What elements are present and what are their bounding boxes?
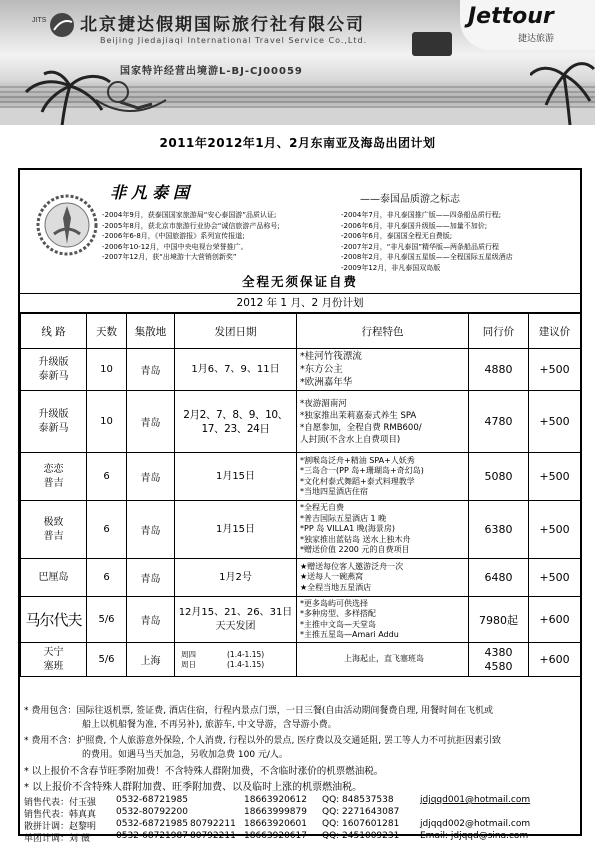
award-item: -2006年6月，非凡泰国升级版——加量不加价;: [341, 221, 488, 230]
contact-mobile: 18663920601: [244, 819, 307, 829]
col-header-suggest: 建议价: [529, 314, 581, 349]
feature-item: *主推中文岛—天堂岛: [300, 619, 376, 629]
date-range: (1.4-1.15): [227, 659, 265, 669]
feature-item: *更多岛屿可供选择: [300, 598, 368, 608]
days-cell: 5/6: [87, 597, 127, 643]
feature-item: *独家推出茉莉嘉泰式养生 SPA: [300, 410, 417, 421]
feature-item: *多种房型、多样搭配: [300, 609, 376, 618]
contact-email[interactable]: Email: jdjqqd@sina.com: [420, 831, 529, 841]
award-item: -2007年2月，“非凡泰国”精华版—两条船品质行程: [341, 242, 500, 251]
feature-item: *PP 岛 VILLA1 晚(海景房): [300, 524, 396, 534]
route-cell: [21, 391, 87, 453]
table-row: [21, 597, 581, 643]
route-cell: [21, 453, 87, 501]
includes-note-cont: 船上以机船餐为准, 不再另补), 旅游车, 中文导游，含导游小费。: [82, 720, 337, 730]
city-cell: 青岛: [127, 391, 175, 453]
award-item: -2008年2月，非凡泰国五星版——全程国际五星级酒店: [341, 253, 513, 261]
days-cell: 10: [87, 349, 127, 391]
table-row: [21, 643, 581, 677]
contact-qq: QQ: 2451009231: [322, 831, 400, 841]
feature-item: *赠送价值 2200 元的自费项目: [300, 545, 410, 555]
table-row: [21, 501, 581, 559]
contact-phone: 0532-80792200: [116, 807, 188, 817]
award-item: -2004年9月，获泰国国家旅游局“安心泰国游”品质认证;: [102, 211, 277, 219]
plan-subtitle: 2012 年 1 月、2 月份计划: [20, 293, 580, 313]
city-cell: 青岛: [127, 559, 175, 597]
date-line: [181, 660, 296, 670]
price-line: 4380: [484, 645, 513, 659]
suggest-price-cell: +600: [529, 643, 581, 677]
award-item: -2005年8月，获北京市旅游行业协会“诚信旅游产品称号;: [102, 221, 280, 230]
company-name-en: Beijing Jiedajiaqi International Travel Service Co.,Ltd.: [100, 36, 368, 45]
contact-email[interactable]: jdjqqd002@hotmail.com: [420, 819, 531, 829]
route-line: 巴厘岛: [38, 571, 69, 583]
days-cell: 10: [87, 391, 127, 453]
suggest-price-cell: +500: [529, 559, 581, 597]
dates-cell: 1月6、7、9、11日: [175, 349, 297, 391]
col-header-city: 集散地: [127, 314, 175, 349]
route-cell: [21, 349, 87, 391]
routes-table: [20, 313, 581, 677]
contact-qq: QQ: 848537538: [322, 795, 394, 805]
route-line: 极致: [43, 516, 64, 528]
route-cell: [21, 643, 87, 677]
contact-phone: 0532-68721985: [116, 819, 188, 829]
guarantee-heading: 全程无须保证自费: [241, 274, 358, 289]
awards-list-left: [102, 210, 280, 263]
feature-item: *夜游湄南河: [300, 398, 347, 409]
contact-phone: 0532-68721985: [116, 795, 188, 805]
awards-list-right: [341, 210, 513, 273]
table-row: [21, 453, 581, 501]
dates-cell: 1月15日: [175, 501, 297, 559]
route-line: 天宁: [43, 646, 64, 658]
price-line: 4580: [484, 659, 513, 673]
excludes-note: [24, 733, 501, 746]
contact-mobile: 18663920617: [244, 831, 307, 841]
route-cell: [21, 559, 87, 597]
table-row: [21, 349, 581, 391]
feature-item: ★送每人一碗燕窝: [300, 572, 364, 582]
feature-item: *文化村泰式舞蹈+泰式料理教学: [300, 476, 415, 486]
note-text: 护照费, 个人旅游意外保险, 个人消费, 行程以外的景点, 医疗费以及交通延阻, 罢工等人力不可抗拒因素引致: [76, 736, 501, 746]
suggest-price-cell: +500: [529, 501, 581, 559]
route-line: 升级版: [38, 356, 69, 368]
route-cell: [21, 597, 87, 643]
city-cell: 青岛: [127, 501, 175, 559]
award-item: -2006年6月，泰国国全程无自费版;: [341, 232, 453, 240]
days-cell: 6: [87, 453, 127, 501]
feature-item: ★全程当地五星酒店: [300, 582, 372, 592]
route-line: 普吉: [43, 477, 64, 489]
weekday: 周日: [181, 659, 196, 669]
feature-item: ★赠送每位客人邀游泛舟一次: [300, 561, 404, 571]
feature-item: *三岛合一(PP 岛+珊瑚岛+奇幻岛): [300, 466, 424, 475]
weekday: 周四: [181, 649, 196, 659]
excludes-note-cont: 的费用。如遇马当天加急，另收加急费 100 元/人。: [82, 750, 288, 760]
route-line: 泰新马: [38, 422, 69, 434]
suggest-price-cell: +500: [529, 349, 581, 391]
price-cell: 4880: [469, 349, 529, 391]
license-number: 国家特许经营出境游L-BJ-CJ00059: [120, 66, 303, 77]
jettour-logo: Jettour: [468, 4, 554, 29]
jits-logo-icon: [32, 10, 76, 40]
features-cell: [297, 643, 469, 677]
note-1: * 以上报价不含春节旺季附加费！不含特殊人群附加费，不含临时涨价的机票燃油税。: [24, 766, 384, 777]
award-item: -2007年12月，获“出境游十大营销创新奖”: [102, 253, 237, 261]
feature-item: *普吉国际五星酒店 1 晚: [300, 513, 387, 523]
route-cell: [21, 501, 87, 559]
contact-phone-alt: 80792211: [190, 819, 236, 829]
dates-cell: 1月2号: [175, 559, 297, 597]
table-row: [21, 559, 581, 597]
feature-item: *当地四星酒店住宿: [300, 487, 368, 496]
feature-item: *桂河竹筏漂流: [300, 351, 362, 362]
suggest-price-cell: +500: [529, 453, 581, 501]
thai-emblem-icon: [36, 194, 98, 256]
company-name: 北京捷达假期国际旅行社有限公司: [80, 15, 365, 35]
contact-role: 销售代表：付玉强: [24, 798, 97, 808]
award-item: -2006年6-8月，《中国旅游报》系列宣传报道;: [102, 232, 245, 240]
date-line: 天天发团: [215, 620, 256, 632]
jettour-logo-sub: 捷达旅游: [518, 34, 555, 44]
feifan-title: 非凡泰国: [110, 183, 195, 202]
route-line: 恋恋: [43, 463, 64, 475]
route-line: 升级版: [38, 408, 69, 420]
seal-logo-icon: [412, 32, 452, 56]
city-cell: 青岛: [127, 349, 175, 391]
contact-role: 单团计调：刘 薇: [24, 834, 90, 842]
col-header-price: 同行价: [469, 314, 529, 349]
price-cell: 6380: [469, 501, 529, 559]
page-title: 2011年2012年1月、2月东南亚及海岛出团计划: [159, 136, 436, 150]
feifan-tagline: ——泰国品质游之标志: [360, 194, 460, 205]
dates-cell: [175, 597, 297, 643]
price-cell: 5080: [469, 453, 529, 501]
features-cell: [297, 559, 469, 597]
features-cell: [297, 453, 469, 501]
feature-item: *全程无自费: [300, 503, 344, 513]
features-cell: [297, 501, 469, 559]
col-header-features: 行程特色: [297, 314, 469, 349]
award-item: -2006年10-12月，中国中央电视台荣誉推广。: [102, 242, 248, 251]
award-item: -2004年7月，非凡泰国推广版——四条船品质行程;: [341, 211, 502, 219]
note-label: * 费用不含：: [24, 736, 77, 746]
date-line: [181, 650, 296, 660]
col-header-days: 天数: [87, 314, 127, 349]
col-header-dates: 发团日期: [175, 314, 297, 349]
city-cell: 青岛: [127, 453, 175, 501]
route-line: 马尔代夫: [25, 610, 82, 629]
contact-mobile: 18663920612: [244, 795, 307, 805]
feature-item: *自愿参加，全程自费 RMB600/: [300, 422, 422, 433]
hammock-figure-icon: [90, 78, 170, 124]
includes-note: [24, 703, 493, 716]
contact-role: 散拼计调：赵黎明: [24, 822, 97, 832]
price-cell: [469, 643, 529, 677]
dates-cell: [175, 643, 297, 677]
features-cell: [297, 391, 469, 453]
date-range: (1.4-1.15): [227, 649, 265, 659]
feature-item: *独家推出蓝钻岛 送水上独木舟: [300, 534, 411, 544]
days-cell: 6: [87, 501, 127, 559]
dates-cell: 1月15日: [175, 453, 297, 501]
suggest-price-cell: +500: [529, 391, 581, 453]
route-line: 普吉: [43, 530, 64, 542]
route-line: 塞班: [43, 660, 64, 672]
contact-role: 销售代表：韩真真: [24, 810, 97, 820]
contact-mobile: 18663999879: [244, 807, 307, 817]
award-item: -2009年12月，非凡泰国双岛版: [341, 263, 441, 272]
palm-tree-icon: [530, 55, 595, 125]
days-cell: 6: [87, 559, 127, 597]
contact-phone-alt: 80792211: [190, 831, 236, 841]
date-line: 12月15、21、26、31日: [178, 606, 293, 618]
features-cell: [297, 349, 469, 391]
table-header-row: [21, 314, 581, 349]
contact-qq: QQ: 2271643087: [322, 807, 400, 817]
contact-phone: 0532-68721987: [116, 831, 188, 841]
contact-qq: QQ: 1607601281: [322, 819, 400, 829]
suggest-price-cell: +600: [529, 597, 581, 643]
city-cell: 青岛: [127, 597, 175, 643]
note-2: * 以上报价不含特殊人群附加费、旺季附加费、以及临时上涨的机票燃油税。: [24, 782, 363, 793]
price-cell: 4780: [469, 391, 529, 453]
feature-item: *主推五星岛—Amari Addu: [300, 630, 399, 639]
contact-email[interactable]: jdjqqd001@hotmail.com: [420, 795, 531, 805]
feature-item: *欧洲嘉年华: [300, 377, 353, 388]
feature-item: 人封顶(不含水上自费项目): [300, 434, 401, 445]
days-cell: 5/6: [87, 643, 127, 677]
svg-text:JITS: JITS: [32, 17, 47, 24]
feature-item: *东方公主: [300, 364, 343, 375]
route-line: 泰新马: [38, 370, 69, 382]
note-text: 国际往返机票, 签证费, 酒店住宿，行程内景点门票，一日三餐(自由活动期间餐费自理, 用餐时间在飞机或: [76, 706, 494, 716]
features-cell: [297, 597, 469, 643]
feature-item: 上海起止，直飞塞班岛: [344, 654, 424, 664]
feature-item: *割喉岛泛舟+精油 SPA+人妖秀: [300, 455, 415, 465]
table-row: [21, 391, 581, 453]
price-cell: 6480: [469, 559, 529, 597]
dates-cell: 2月2、7、8、9、10、17、23、24日: [175, 391, 297, 453]
header-banner: [0, 0, 595, 125]
city-cell: 上海: [127, 643, 175, 677]
note-label: * 费用包含：: [24, 706, 77, 716]
col-header-route: 线 路: [21, 314, 87, 349]
price-cell: 7980起: [469, 597, 529, 643]
